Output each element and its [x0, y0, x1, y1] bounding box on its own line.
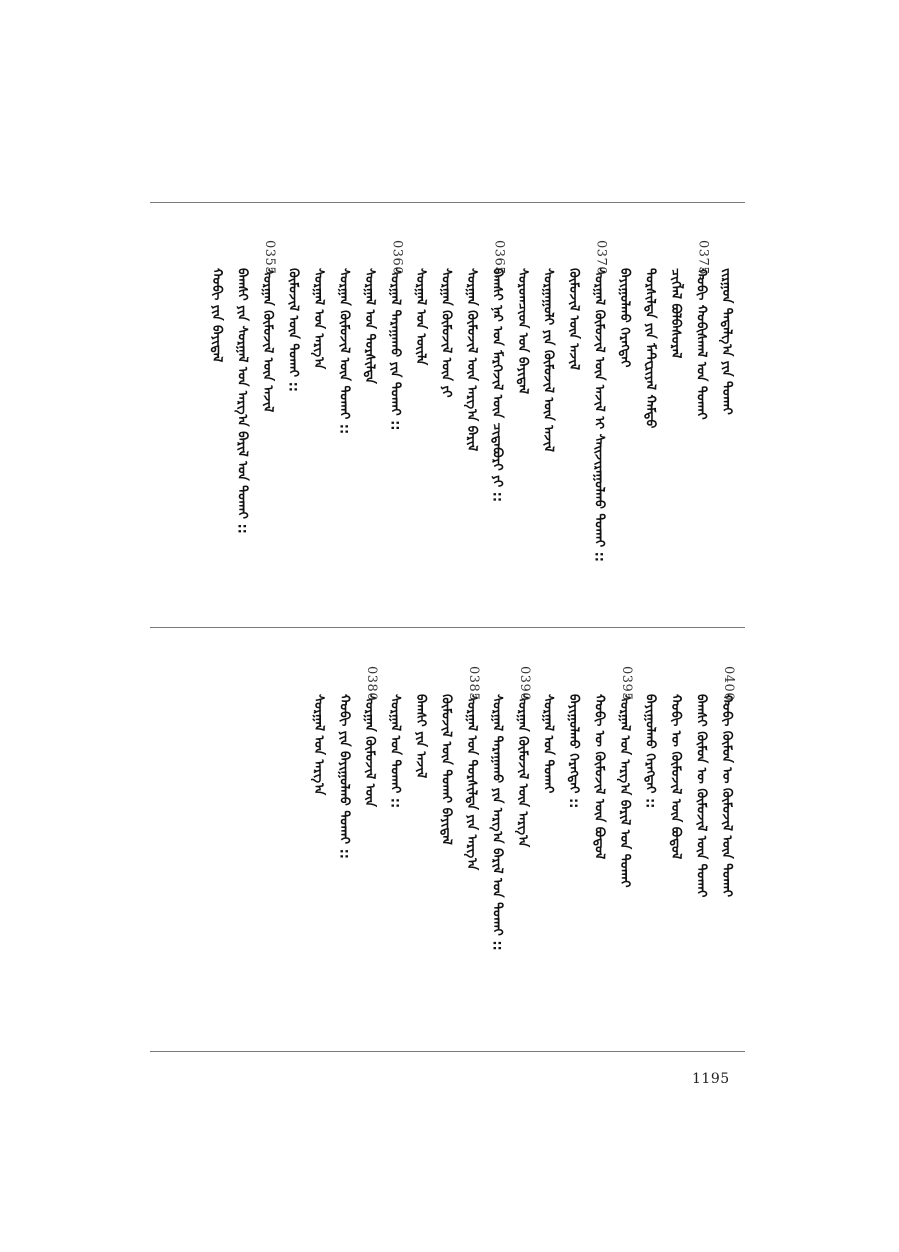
text-column — [665, 694, 685, 1028]
text-line: ᠰᠤᠷᠭᠠᠯ ᠤᠨ ᠠᠷᠭ᠎ᠠ — [311, 694, 326, 796]
text-column — [538, 694, 558, 1028]
text-column — [385, 268, 405, 602]
text-line: ᠰᠤᠷᠭᠠᠭᠤᠯᠢ ᠶᠢᠨ ᠬᠦᠮᠦᠵᠢᠯ ᠦᠨ ᠠᠵᠢᠯ — [540, 268, 556, 452]
text-column — [563, 268, 583, 602]
text-line: ᠬᠤᠪᠢ ᠶᠢᠨ ᠪᠠᠶᠢᠳᠠᠯ — [209, 268, 224, 363]
text-column — [461, 694, 481, 1028]
text-line: ᠰᠤᠷᠭᠠᠨ ᠬᠦᠮᠦᠵᠢᠯ ᠦᠨ ᠶᠢ — [438, 268, 454, 398]
text-line: ᠵᠢᠷᠭᠤᠨ ᠲᠠᠲᠠᠯᠭ᠎ᠠ ᠶᠢᠨ ᠲᠤᠬᠠᠢ — [719, 268, 734, 415]
text-line: ᠰᠤᠷᠭᠠᠨ ᠬᠦᠮᠦᠵᠢᠯ ᠦᠨ ᠠᠷᠭ᠎ᠠ — [515, 694, 530, 848]
text-column — [665, 268, 685, 602]
text-line: ᠬᠤᠪᠢ ᠶᠢᠨ ᠪᠠᠶᠢᠭᠤᠯᠬᠤ ᠲᠤᠬᠠᠢ :: — [336, 694, 352, 859]
text-line: ᠬᠤᠪᠢ ᠬᠤᠪᠢᠰᠬᠠᠯ ᠤᠨ ᠲᠤᠬᠠᠢ — [693, 268, 709, 420]
text-line: ᠰᠤᠷᠭᠠᠯ ᠲᠠᠷᠠᠭᠠᠬᠤ ᠶᠢᠨ ᠠᠷᠭ᠎ᠠ ᠪᠠᠷᠢᠯ ᠤᠨ ᠲᠤᠬᠠᠢ :: — [489, 694, 505, 951]
text-line: ᠰᠤᠷᠭᠠᠯ ᠤᠨ ᠲᠤᠷᠰᠢᠯᠲᠠ ᠶᠢᠨ ᠠᠷᠭ᠎ᠠ — [464, 694, 479, 871]
text-line: ᠰᠤᠷᠭᠠᠯ ᠲᠠᠷᠠᠭᠠᠬᠤ ᠶᠢᠨ ᠲᠤᠬᠠᠢ :: — [387, 268, 403, 431]
text-line: ᠪᠠᠭᠰᠢ ᠶᠢᠨ ᠰᠤᠷᠭᠠᠯ ᠤᠨ ᠠᠷᠭ᠎ᠠ ᠪᠠᠷᠢᠯ ᠤᠨ ᠲᠤᠬᠠᠢ :: — [234, 268, 250, 534]
text-column — [232, 268, 252, 602]
text-column — [283, 268, 303, 602]
text-line: ᠰᠤᠷᠭᠠᠯ ᠤᠨ ᠠᠷᠭ᠎ᠠ — [311, 268, 326, 370]
text-column — [614, 694, 634, 1028]
text-column — [308, 268, 328, 602]
text-line: ᠲᠤᠷᠰᠢᠯᠲᠠ ᠶᠢᠨ ᠮᠠᠲᠸᠷᠢᠶᠠᠯ ᠬᠠᠮᠲᠤ — [642, 268, 658, 429]
text-column — [487, 694, 507, 1028]
text-line: ᠰᠤᠷᠭᠠᠨ ᠬᠦᠮᠦᠵᠢᠯ ᠦᠨ ᠠᠷᠭ᠎ᠠ ᠪᠠᠷᠢᠯ — [464, 268, 479, 452]
text-line: ᠰᠤᠷᠭᠠᠯ ᠬᠦᠮᠦᠵᠢᠯ ᠦᠨ ᠠᠵᠢᠯ ᠢ ᠰᠠᠢᠵᠢᠷᠠᠭᠤᠯᠬᠤ ᠲᠤᠬᠠᠢ :: — [591, 268, 607, 563]
entry-number: 0380. — [364, 666, 379, 706]
text-line: ᠬᠦᠮᠦᠵᠢᠯ ᠦᠨ ᠲᠤᠬᠠᠢ :: — [285, 268, 301, 392]
text-line: ᠪᠠᠶᠢᠭᠤᠯᠬᠤ ᠬᠡᠷᠡᠭᠲᠡᠢ :: — [566, 694, 581, 809]
text-column — [385, 694, 405, 1028]
text-column — [614, 268, 634, 602]
entry-number: 0370. — [593, 240, 609, 280]
text-line: ᠰᠤᠷᠭᠠᠨ ᠬᠦᠮᠦᠵᠢᠯ ᠦᠨ ᠲᠤᠬᠠᠢ :: — [336, 268, 352, 435]
text-line: ᠬᠤᠪᠢ ᠬᠦᠮᠦᠨ ᠦ ᠬᠦᠮᠦᠵᠢᠯ ᠦᠨ ᠲᠤᠬᠠᠢ — [719, 694, 734, 898]
text-column — [308, 694, 328, 1028]
text-line: ᠪᠠᠶᠢᠭᠤᠯᠬᠤ ᠬᠡᠷᠡᠭᠲᠡᠢ — [617, 268, 632, 368]
text-line: ᠴᠢᠭᠯᠡᠯ ᠪᠤᠯᠪᠠᠰᠤᠷᠠᠯ — [668, 268, 683, 359]
text-column — [691, 694, 711, 1028]
text-line: ᠰᠤᠷᠭᠠᠯ ᠤᠨ ᠲᠤᠬᠠᠢ :: — [387, 694, 403, 809]
entry-number: 0355. — [262, 240, 277, 280]
entry-number: 0385. — [466, 666, 481, 706]
entry-number: 0375. — [695, 240, 711, 280]
top-rule — [150, 202, 745, 203]
text-line: ᠬᠤᠪᠢ ᠦ ᠬᠦᠮᠦᠵᠢᠯ ᠦᠨ ᠪᠤᠳᠤᠯ — [591, 694, 607, 860]
text-column — [410, 694, 430, 1028]
text-column — [512, 694, 532, 1028]
entry-number: 0395. — [619, 666, 634, 706]
text-column — [716, 694, 736, 1028]
text-column — [206, 268, 226, 602]
text-column — [563, 694, 583, 1028]
text-line: ᠰᠤᠷᠤᠭᠴᠢᠳ ᠤᠨ ᠪᠠᠶᠢᠳᠠᠯ — [515, 268, 530, 395]
text-column — [716, 268, 736, 602]
text-column — [640, 694, 660, 1028]
text-line: ᠪᠠᠶᠢᠭᠤᠯᠬᠤ ᠬᠡᠷᠡᠭᠲᠡᠢ :: — [642, 694, 658, 809]
text-column — [436, 694, 456, 1028]
bottom-rule — [150, 1051, 745, 1052]
text-column — [410, 268, 430, 602]
text-column — [334, 694, 354, 1028]
middle-rule — [150, 627, 745, 628]
text-line: ᠬᠦᠮᠦᠵᠢᠯ ᠦᠨ ᠲᠤᠬᠠᠢ ᠪᠠᠶᠢᠳᠠᠯ — [438, 694, 454, 845]
text-column — [589, 268, 609, 602]
text-line: ᠰᠤᠷᠭᠠᠯ ᠤᠨ ᠲᠤᠬᠠᠢ — [540, 694, 556, 794]
text-line: ᠪᠠᠭᠰᠢ ᠬᠦᠮᠦᠨ ᠦ ᠬᠦᠮᠦᠵᠢᠯ ᠦᠨ ᠲᠤᠬᠠᠢ — [693, 694, 709, 898]
text-column — [691, 268, 711, 602]
text-column — [538, 268, 558, 602]
text-column — [257, 268, 277, 602]
text-line: ᠰᠤᠷᠭᠠᠨ ᠬᠦᠮᠦᠵᠢᠯ ᠦᠨ ᠠᠵᠢᠯ — [260, 268, 275, 413]
text-column — [436, 268, 456, 602]
text-column — [487, 268, 507, 602]
text-column — [359, 694, 379, 1028]
entry-number: 0360. — [389, 240, 405, 280]
text-line: ᠰᠤᠷᠭᠠᠨ ᠬᠦᠮᠦᠵᠢᠯ ᠦᠨ — [362, 694, 377, 807]
entry-number: 0400. — [721, 666, 736, 706]
text-line: ᠰᠤᠷᠭᠠᠯ ᠤᠨ ᠲᠤᠷᠰᠢᠯᠲᠠ — [362, 268, 377, 384]
text-column — [461, 268, 481, 602]
text-column — [334, 268, 354, 602]
text-column — [359, 268, 379, 602]
text-line: ᠬᠤᠪᠢ ᠦ ᠬᠦᠮᠦᠵᠢᠯ ᠦᠨ ᠪᠤᠳᠤᠯ — [668, 694, 683, 860]
text-line: ᠪᠠᠭᠰᠢ ᠶᠢᠨ ᠠᠵᠢᠯ — [413, 694, 428, 779]
text-line: ᠰᠤᠷᠭᠠᠯ ᠤᠨ ᠠᠷᠭ᠎ᠠ ᠪᠠᠷᠢᠯ ᠤᠨ ᠲᠤᠬᠠᠢ — [617, 694, 632, 888]
text-column — [512, 268, 532, 602]
entry-number: 0390. — [517, 666, 532, 706]
page-number: 1195 — [692, 1071, 730, 1087]
text-line: ᠪᠠᠭᠰᠢ ᠨᠠᠷ ᠤᠨ ᠮᠡᠷᠭᠡᠵᠢᠯ ᠦᠨ ᠴᠢᠳᠠᠪᠤᠷᠢ ᠶᠢ :: — [489, 268, 505, 503]
text-column — [640, 268, 660, 602]
text-line: ᠬᠦᠮᠦᠵᠢᠯ ᠦᠨ ᠠᠵᠢᠯ — [566, 268, 581, 371]
entry-number: 0365. — [491, 240, 507, 280]
text-column — [589, 694, 609, 1028]
text-line: ᠰᠤᠷᠭᠠᠯ ᠤᠨ ᠦᠢᠯᠡ — [413, 268, 428, 366]
